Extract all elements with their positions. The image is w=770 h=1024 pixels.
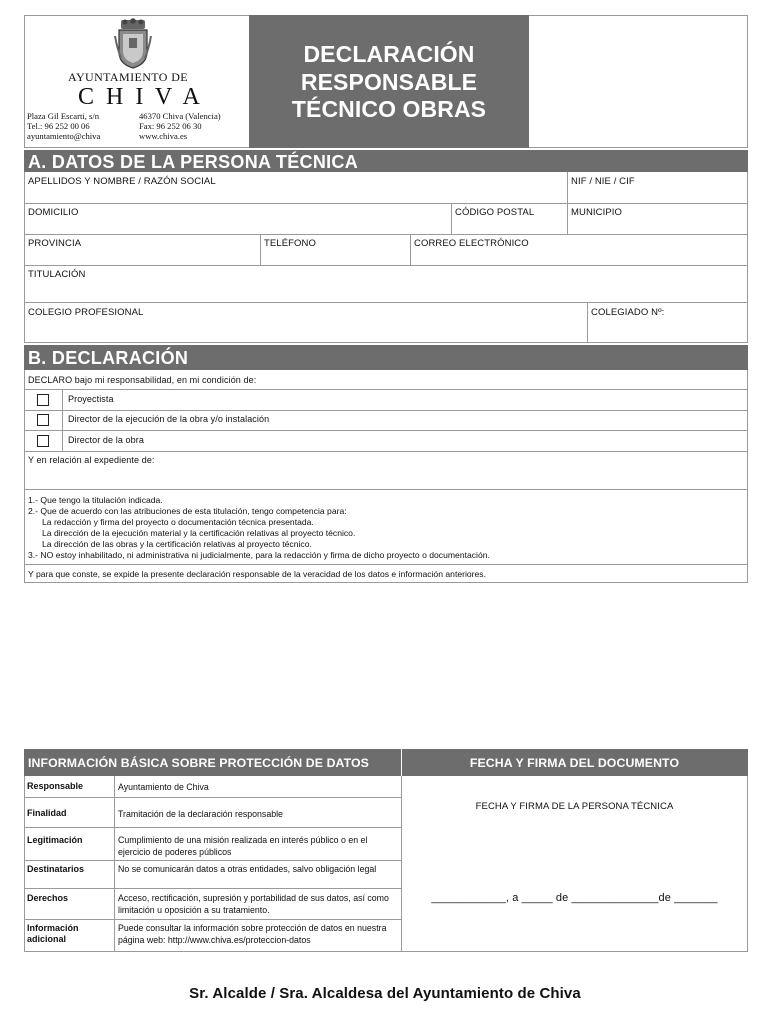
statement-3: 3.- NO estoy inhabilitado, ni administrativa ni judicialmente, para la redacción y firma de dicho proyecto o documentación. [28,550,490,560]
privacy-key-destinatarios: Destinatarios [27,864,85,874]
director-obra-checkbox[interactable] [37,435,49,447]
statement-1: 1.- Que tengo la titulación indicada. [28,495,163,505]
signature-date-line[interactable]: ____________, a _____ de ______________de _______ [431,892,718,904]
statement-2b: La dirección de la ejecución material y la certificación relativas al proyecto técnico. [42,528,356,538]
phone-field[interactable]: TELÉFONO [264,238,317,249]
privacy-value-destinatarios: No se comunicarán datos a otras entidades, salvo obligación legal [118,864,377,874]
signature-title: FECHA Y FIRMA DEL DOCUMENTO [469,756,680,770]
province-field[interactable]: PROVINCIA [28,238,82,249]
town-name: C H I V A [78,84,203,110]
privacy-key-responsable: Responsable [27,781,84,791]
title-line-1: DECLARACIÓN [303,41,475,67]
director-ejecucion-label: Director de la ejecución de la obra y/o instalación [68,414,270,424]
statement-2: 2.- Que de acuerdo con las atribuciones de esta titulación, tengo competencia para: [28,506,347,516]
title-line-2: RESPONSABLE [300,69,478,95]
privacy-key-informacion-adicional: Información adicional [27,923,79,944]
section-a-title: A. DATOS DE LA PERSONA TÉCNICA [24,150,748,172]
privacy-value-derechos: Acceso, rectificación, supresión y portabilidad de sus datos, así como limitación u oposición a su tratamiento. [118,893,389,915]
privacy-value-legitimacion: Cumplimiento de una misión realizada en interés público o en el ejercicio de poderes públicos [118,835,368,857]
address-field[interactable]: DOMICILIO [28,207,79,218]
signature-caption: FECHA Y FIRMA DE LA PERSONA TÉCNICA [475,801,674,812]
proyectista-label: Proyectista [68,394,114,404]
statement-2a: La redacción y firma del proyecto o documentación técnica presentada. [42,517,314,527]
postal-line-1: 46370 Chiva (Valencia) [139,111,221,121]
entity-name: AYUNTAMIENTO DE [68,70,189,84]
college-field[interactable]: COLEGIO PROFESIONAL [28,307,144,318]
privacy-value-finalidad: Tramitación de la declaración responsable [118,809,283,819]
closing-text: Y para que conste, se expide la presente declaración responsable de la veracidad de los datos e información anteriores. [28,569,486,579]
postal-code-field[interactable]: CÓDIGO POSTAL [455,207,535,218]
address-line-2: Tel.: 96 252 00 06 [27,121,90,131]
member-number-field[interactable]: COLEGIADO Nº: [591,307,665,318]
privacy-key-derechos: Derechos [27,893,69,903]
postal-line-2: Fax: 96 252 06 30 [139,121,202,131]
proyectista-checkbox[interactable] [37,394,49,406]
nif-field[interactable]: NIF / NIE / CIF [571,176,635,187]
director-obra-label: Director de la obra [68,435,144,445]
municipality-field[interactable]: MUNICIPIO [571,207,623,218]
privacy-key-finalidad: Finalidad [27,808,67,818]
privacy-key-legitimacion: Legitimación [27,835,83,845]
addressee: Sr. Alcalde / Sra. Alcaldesa del Ayuntamiento de Chiva [189,985,581,1002]
degree-field[interactable]: TITULACIÓN [28,269,86,280]
section-b-title: B. DECLARACIÓN [24,345,748,370]
privacy-value-informacion-adicional: Puede consultar la información sobre protección de datos en nuestra página web: http://www.chiva.es/proteccion-datos [118,923,387,945]
address-line-1: Plaza Gil Escarti, s/n [27,111,100,121]
declaration-intro: DECLARO bajo mi responsabilidad, en mi condición de: [28,375,257,385]
coat-of-arms-logo [113,18,153,70]
title-line-3: TÉCNICO OBRAS [291,96,487,122]
privacy-title: INFORMACIÓN BÁSICA SOBRE PROTECCIÓN DE DATOS [28,756,369,770]
email-field[interactable]: CORREO ELECTRÓNICO [414,238,529,249]
postal-line-3: www.chiva.es [139,131,188,141]
statement-2c: La dirección de las obras y la certificación relativas al proyecto técnico. [42,539,312,549]
expediente-field[interactable]: Y en relación al expediente de: [28,455,155,465]
address-line-3: ayuntamiento@chiva [27,131,101,141]
name-field[interactable]: APELLIDOS Y NOMBRE / RAZÓN SOCIAL [28,176,216,187]
director-ejecucion-checkbox[interactable] [37,414,49,426]
privacy-value-responsable: Ayuntamiento de Chiva [118,782,209,792]
